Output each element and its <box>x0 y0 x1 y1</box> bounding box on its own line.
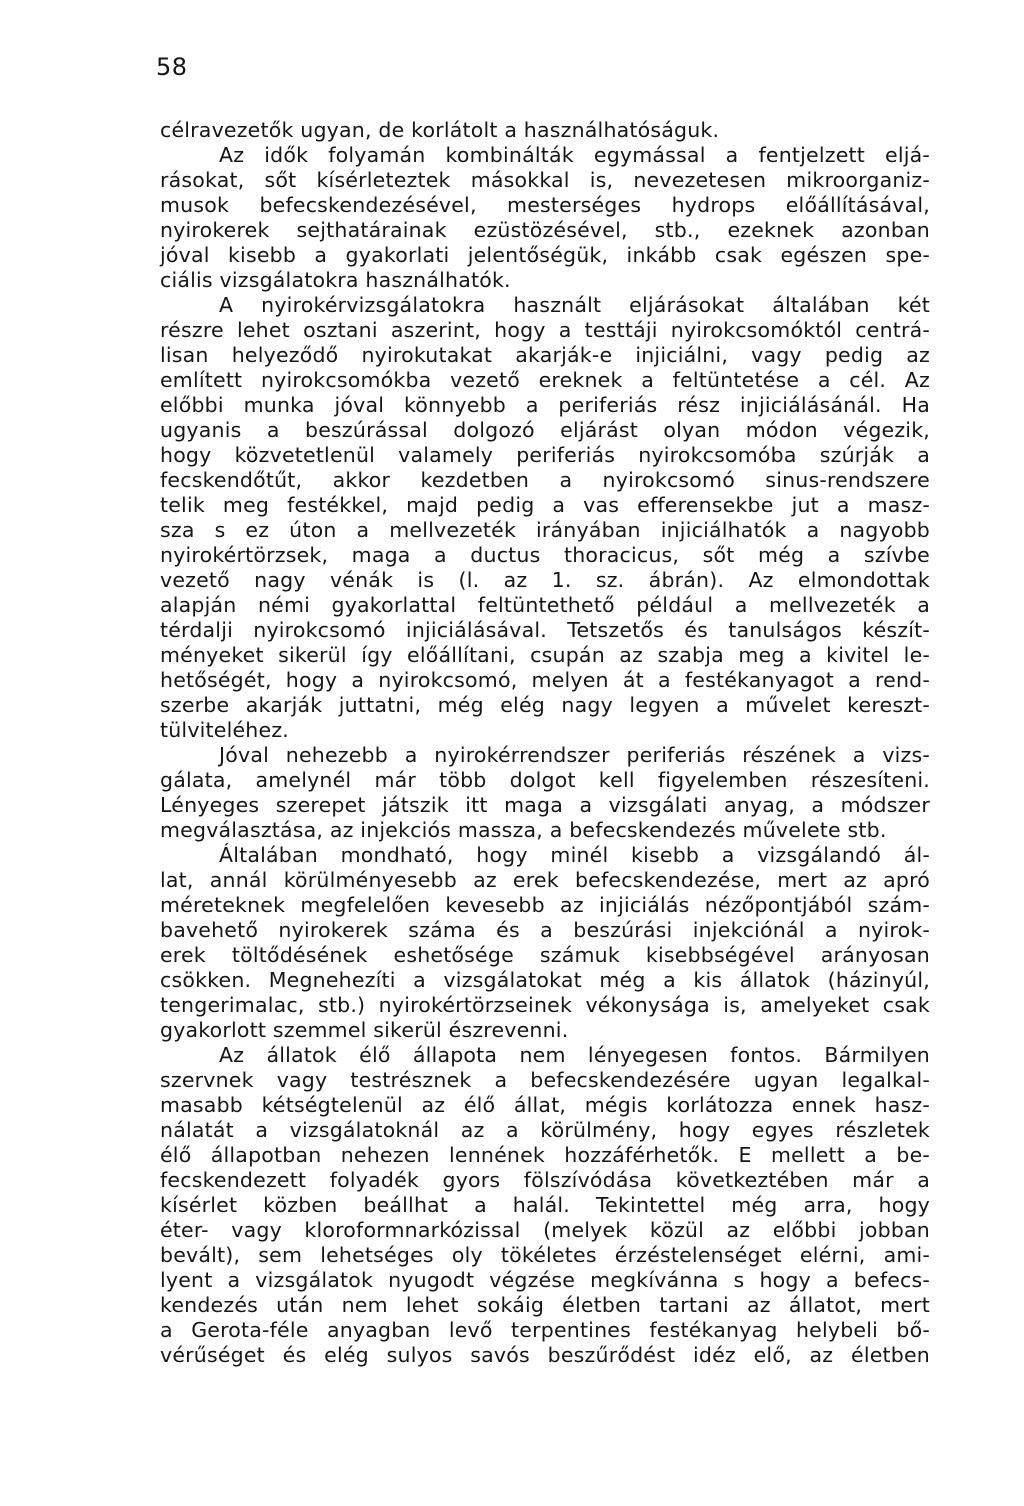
text-line: gyakorlott szemmel sikerül észrevenni. <box>160 1018 569 1042</box>
text-line: telik meg festékkel, majd pedig a vas efferensekbe jut a masz- <box>160 493 930 517</box>
paragraph <box>160 293 930 743</box>
text-line: rásokat, sőt kísérleteztek másokkal is, nevezetesen mikroorganiz- <box>160 168 930 192</box>
text-line: fecskendezett folyadék gyors fölszívódása következtében már a <box>160 1168 930 1192</box>
text-line: lyent a vizsgálatok nyugodt végzése megkívánna s hogy a befecs- <box>160 1268 930 1292</box>
text-line: éter- vagy kloroformnarkózissal (melyek közül az előbbi jobban <box>160 1218 930 1242</box>
paragraph <box>160 143 930 293</box>
text-line: lisan helyeződő nyirokutakat akarják-e injiciálni, vagy pedig az <box>160 343 930 367</box>
text-line: Jóval nehezebb a nyirokérrendszer periferiás részének a vizs- <box>219 743 930 767</box>
text-line: célravezetők ugyan, de korlátolt a használhatóságuk. <box>160 118 720 142</box>
text-line: nyirokerek sejthatárainak ezüstözésével, stb., ezeknek azonban <box>160 218 930 242</box>
text-line: nálatát a vizsgálatoknál az a körülmény, hogy egyes részletek <box>160 1118 930 1142</box>
text-line: vezető nagy vénák is (l. az 1. sz. ábrán). Az elmondottak <box>160 568 930 592</box>
text-line: sza s ez úton a mellvezeték irányában injiciálhatók a nagyobb <box>160 518 930 542</box>
text-line: Az idők folyamán kombinálták egymással a fentjelzett eljá- <box>219 143 930 167</box>
text-line: tengerimalac, stb.) nyirokértörzseinek vékonysága is, amelyeket csak <box>160 993 930 1017</box>
text-line: ciális vizsgálatokra használhatók. <box>160 268 511 292</box>
text-line: említett nyirokcsomókba vezető ereknek a feltüntetése a cél. Az <box>160 368 930 392</box>
text-line: masabb kétségtelenül az élő állat, mégis korlátozza ennek hasz- <box>160 1093 930 1117</box>
text-line: szervnek vagy testrésznek a befecskendezésére ugyan legalkal- <box>160 1068 930 1092</box>
text-line: Lényeges szerepet játszik itt maga a vizsgálati anyag, a módszer <box>160 793 930 817</box>
text-line: szerbe akarják juttatni, még elég nagy legyen a művelet kereszt- <box>160 693 930 717</box>
text-line: részre lehet osztani aszerint, hogy a testtáji nyirokcsomóktól centrá- <box>160 318 930 342</box>
text-line: fecskendőtűt, akkor kezdetben a nyirokcsomó sinus-rendszere <box>160 468 930 492</box>
text-line: bavehető nyirokerek száma és a beszúrási injekciónál a nyirok- <box>160 918 930 942</box>
text-line: kendezés után nem lehet sokáig életben tartani az állatot, mert <box>160 1293 930 1317</box>
text-line: erek töltődésének eshetősége számuk kisebbségével arányosan <box>160 943 930 967</box>
text-line: nyirokértörzsek, maga a ductus thoracicus, sőt még a szívbe <box>160 543 930 567</box>
text-line: élő állapotban nehezen lennének hozzáférhetők. E mellett a be- <box>160 1143 930 1167</box>
text-line: Az állatok élő állapota nem lényegesen fontos. Bármilyen <box>219 1043 930 1067</box>
text-line: gálata, amelynél már több dolgot kell figyelemben részesíteni. <box>160 768 930 792</box>
text-line: jóval kisebb a gyakorlati jelentőségük, inkább csak egészen spe- <box>160 243 930 267</box>
text-line: kísérlet közben beállhat a halál. Tekintettel még arra, hogy <box>160 1193 930 1217</box>
text-line: előbbi munka jóval könnyebb a periferiás rész injiciálásánál. Ha <box>160 393 930 417</box>
page-number: 58 <box>156 53 188 81</box>
text-line: tülviteléhez. <box>160 718 289 742</box>
text-line: térdalji nyirokcsomó injiciálásával. Tetszetős és tanulságos készít- <box>160 618 930 642</box>
body-text <box>160 118 930 1368</box>
text-line: ményeket sikerül így előállítani, csupán az szabja meg a kivitel le- <box>160 643 930 667</box>
text-line: ugyanis a beszúrással dolgozó eljárást olyan módon végezik, <box>160 418 930 442</box>
text-line: bevált), sem lehetséges oly tökéletes érzéstelenséget elérni, ami- <box>160 1243 930 1267</box>
text-line: méreteknek megfelelően kevesebb az injiciálás nézőpontjából szám- <box>160 893 930 917</box>
text-line: musok befecskendezésével, mesterséges hydrops előállításával, <box>160 193 930 217</box>
paragraph <box>160 743 930 843</box>
text-line: csökken. Megnehezíti a vizsgálatokat még a kis állatok (házinyúl, <box>160 968 930 992</box>
text-line: hetőségét, hogy a nyirokcsomó, melyen át a festékanyagot a rend- <box>160 668 930 692</box>
text-line: lat, annál körülményesebb az erek befecskendezése, mert az apró <box>160 868 930 892</box>
paragraph <box>160 843 930 1043</box>
text-line: A nyirokérvizsgálatokra használt eljárásokat általában két <box>219 293 930 317</box>
paragraph <box>160 1043 930 1368</box>
text-line: alapján némi gyakorlattal feltüntethető például a mellvezeték a <box>160 593 930 617</box>
text-line: Általában mondható, hogy minél kisebb a vizsgálandó ál- <box>219 843 930 867</box>
text-line: vérűséget és elég sulyos savós beszűrődést idéz elő, az életben <box>160 1343 930 1367</box>
text-line: megválasztása, az injekciós massza, a befecskendezés művelete stb. <box>160 818 887 842</box>
text-line: a Gerota-féle anyagban levő terpentines festékanyag helybeli bő- <box>160 1318 930 1342</box>
paragraph <box>160 118 930 143</box>
text-line: hogy közvetetlenül valamely periferiás nyirokcsomóba szúrják a <box>160 443 930 467</box>
